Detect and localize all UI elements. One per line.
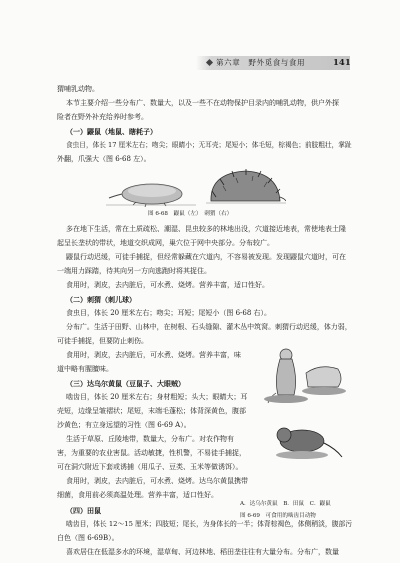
vole-illustration — [276, 428, 342, 459]
text-line: 分布广。生活于田野、山林中，在树根、石头缝隙、灌木丛中筑窝。刺猬行动迟缓，体力弱， — [66, 323, 352, 331]
text-line: 道中略有腥膻味。 — [57, 365, 113, 373]
figure-6-69-legend: A．达乌尔黄鼠 B．田鼠 C．鼹鼠 — [240, 501, 331, 507]
text-line: 食虫目，体长 20 厘米左右；吻尖；耳短；尾短小（图 6-68 右）。 — [66, 309, 272, 317]
section-heading-hedgehog: （二）刺猬（刺儿球） — [66, 295, 136, 304]
text-line: 鼹鼠行动迟缓，可徒手捕捉，但经常躲藏在穴道内，不容易被发现。发现鼹鼠穴道时，可在 — [66, 253, 346, 261]
text-line: 白色（图 6-69B）。 — [57, 534, 119, 542]
text-line: 食用时，剥皮，去内脏后，可水煮、烧烤。营养丰富，适口性好。 — [66, 281, 269, 289]
figure-6-68-caption: 图 6-68 鼹鼠（左） 刺猬（右） — [148, 211, 233, 217]
section-heading-vole: （四）田鼠 — [66, 506, 101, 515]
page-number: 141 — [333, 58, 351, 68]
text-line: 食用时，剥皮，去内脏后，可水煮、烧烤。达乌尔黄鼠携带 — [66, 477, 248, 485]
text-line: 壳短，边缘呈皱褶状；尾短，末端毛蓬松；体背深黄色，腹部 — [57, 407, 246, 415]
running-header-title: 第六章 野外觅食与食用 — [216, 58, 306, 67]
figure-6-68-illustration — [106, 167, 286, 207]
figure-6-69-caption: 图 6-69 可食用的啮齿目动物 — [240, 513, 316, 519]
figure-6-69-illustration — [258, 345, 348, 495]
text-line: 外翻，爪强大（图 6-68 左）。 — [57, 155, 151, 163]
text-line: 险者在野外补充给养时参考。 — [57, 113, 148, 121]
text-line: 多在地下生活，常在土质疏松、潮湿、昆虫较多的林地出没，穴道接近地表，常使地表土隆 — [66, 225, 346, 233]
text-line: 啮齿目，体长 12～15 厘米；四肢短；尾长，为身体长的一半；体背棕褐色，体侧稍淡，腹部污 — [66, 520, 353, 528]
text-line: 可徒手捕捉，但要防止刺伤。 — [57, 337, 148, 345]
text-line: 害，为重要的农业害鼠。活动敏捷，性机警，不易徒手捕捉， — [57, 449, 246, 457]
section-heading-ground-squirrel: （三）达乌尔黄鼠（豆鼠子、大眼贼） — [66, 379, 185, 388]
ground-squirrel-illustration — [264, 349, 346, 403]
text-line: 沙黄色；有立身远望的习性（图 6-69 A）。 — [57, 421, 191, 429]
text-line: 细菌，食用前必须高温处理。营养丰富，适口性好。 — [57, 491, 218, 499]
mole-illustration — [106, 184, 196, 207]
section-heading-mole: （一）鼹鼠（地鼠、瞎耗子） — [66, 127, 157, 136]
text-line: 猬哺乳动物。 — [57, 85, 99, 93]
text-line: 生活于草原、丘陵地带，数量大，分布广。对农作物有 — [66, 435, 234, 443]
text-line: 可在洞穴附近下套或诱捕（用瓜子、豆类、玉米等做诱饵）。 — [57, 463, 243, 471]
text-line: 食用时，剥皮，去内脏后，可水煮、烧烤。营养丰富，味 — [66, 351, 241, 359]
hedgehog-illustration — [206, 169, 286, 203]
text-line: 食虫目，体长 17 厘米左右；吻尖；眼睛小；无耳壳；尾短小；体毛短，棕褐色；前肢粗壮，掌趾 — [66, 141, 352, 149]
text-line: 啮齿目，体长 20 厘米左右；身材粗短；头大；眼睛大；耳 — [66, 393, 248, 401]
text-line: 本节主要介绍一些分布广、数量大，以及一些不在动物保护目录内的哺乳动物，供户外探 — [66, 99, 339, 107]
text-line: 一端用力踩踏，待其向另一方向逃跑时将其捉住。 — [57, 267, 211, 275]
text-line: 喜欢居住在低湿多水的环境，湿草甸、河边林地、稻田垄往往有大量分布。分布广，数量 — [66, 548, 339, 556]
text-line: 起呈长垄状的带状，地道交织成网，巢穴位于网中央部分。分布较广。 — [57, 239, 274, 247]
